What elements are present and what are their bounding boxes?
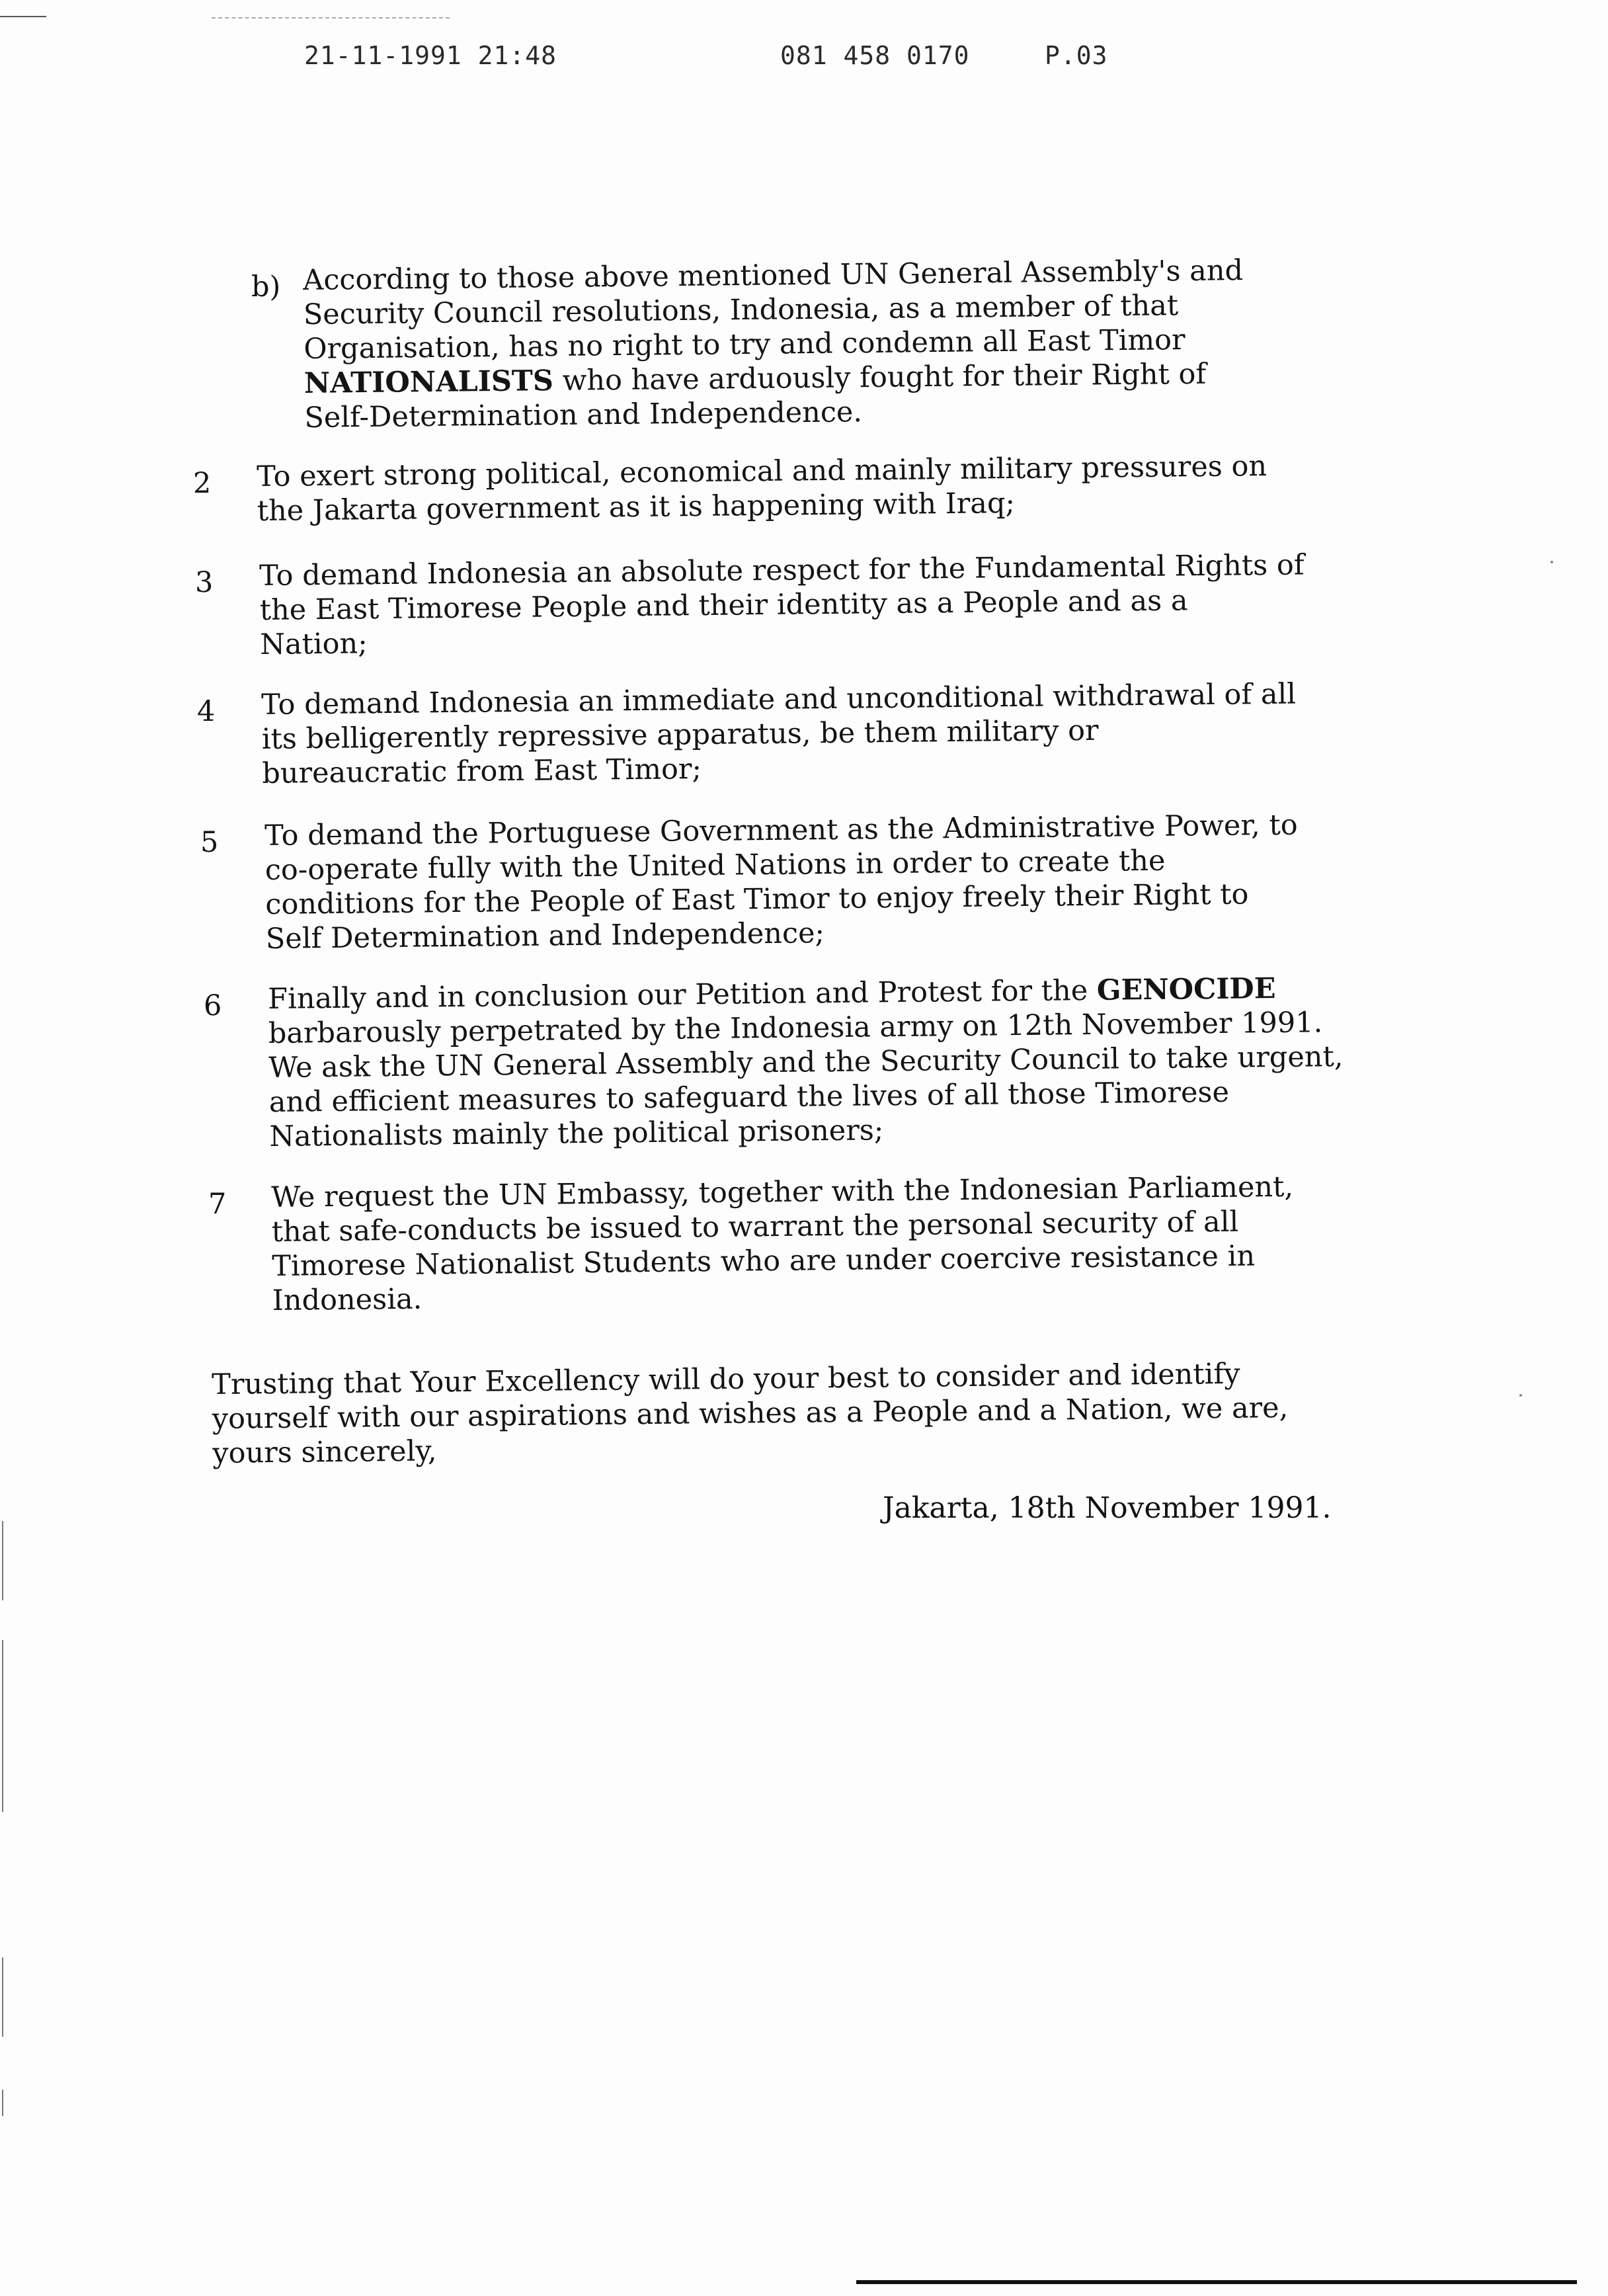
sub-item-b-paragraph [303, 253, 1244, 435]
left-margin-scan-mark [2, 1640, 3, 1812]
fax-phone-number: 081 458 0170 [780, 41, 970, 70]
left-margin-scan-mark [2, 1957, 3, 2037]
item-number: 2 [193, 467, 212, 500]
sub-item-label: b) [251, 270, 281, 304]
left-margin-scan-mark [2, 1521, 3, 1600]
item-paragraph: To demand the Portuguese Government as the Administrative Power, to co-operate fully with the United Nations in order to create the conditions for the People of East Timor to enjoy freely their Right to Self Determination and Independence; [264, 808, 1298, 956]
item-number: 5 [200, 826, 219, 859]
place-and-date: Jakarta, 18th November 1991. [883, 1491, 1332, 1525]
sub-item-line: Security Council resolutions, Indonesia, as a member of that [303, 289, 1179, 331]
genocide-emphasis: GENOCIDE [1096, 972, 1276, 1007]
bottom-edge-rule [856, 2280, 1577, 2284]
top-edge-dots [212, 17, 450, 19]
closing-paragraph: Trusting that Your Excellency will do your best to consider and identify yourself with our aspirations and wishes as a People and a Nation, we are, yours sincerely, [212, 1357, 1289, 1470]
item-number: 6 [204, 989, 222, 1022]
item-paragraph: We request the UN Embassy, together with the Indonesian Parliament, that safe-conducts be issued to warrant the personal security of all Timorese Nationalist Students who are under coercive resistance in Indonesia. [271, 1170, 1294, 1317]
item-number: 7 [208, 1188, 227, 1221]
item-number: 3 [195, 566, 214, 599]
sub-item-line: According to those above mentioned UN General Assembly's and [303, 254, 1244, 297]
item-paragraph [268, 971, 1344, 1154]
scan-speck [1550, 561, 1553, 563]
item-paragraph: To demand Indonesia an immediate and unconditional withdrawal of all its belligerently repressive apparatus, be them military or bureaucratic from East Timor; [261, 677, 1297, 790]
item-text: barbarously perpetrated by the Indonesia army on 12th November 1991. We ask the UN General Assembly and the Security Council to take urgent, and efficient measures to safeguard the lives of all those Timorese Nationalists mainly the political prisoners; [268, 1006, 1344, 1153]
item-line: Finally and in conclusion our Petition and Protest for the [268, 973, 1098, 1016]
nationalists-emphasis: NATIONALISTS [303, 364, 554, 400]
item-paragraph: To demand Indonesia an absolute respect for the Fundamental Rights of the East Timorese People and their identity as a People and as a Nation; [259, 548, 1305, 661]
fax-page-number: P.03 [1045, 41, 1108, 70]
sub-item-line: who have arduously fought for their Right of [553, 357, 1207, 398]
sub-item-line: Self-Determination and Independence. [304, 395, 863, 434]
top-left-edge-mark [0, 16, 46, 17]
item-paragraph: To exert strong political, economical and mainly military pressures on the Jakarta government as it is happening with Iraq; [257, 450, 1267, 528]
scan-speck [1519, 1394, 1522, 1397]
sub-item-line: Organisation, has no right to try and condemn all East Timor [303, 323, 1186, 366]
item-number: 4 [197, 695, 216, 728]
fax-datetime: 21-11-1991 21:48 [304, 41, 557, 70]
left-margin-scan-mark [2, 2090, 3, 2116]
